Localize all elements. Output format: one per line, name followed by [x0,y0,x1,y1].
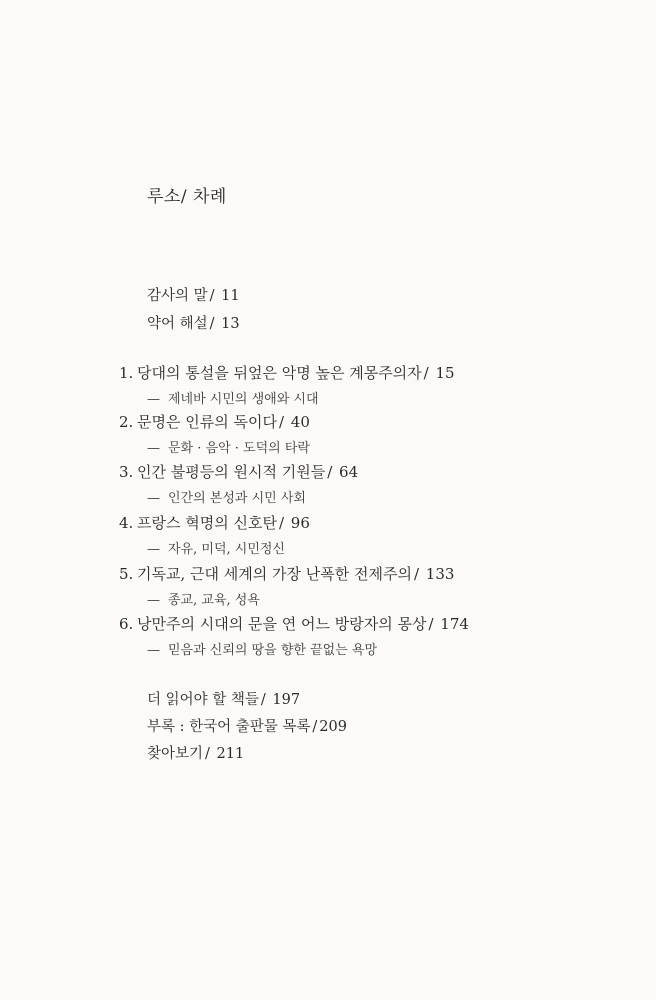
page-number: 96 [290,514,310,532]
toc-title: 루소/ 차례 [147,187,227,207]
chapter-title: 기독교, 근대 세계의 가장 난폭한 전제주의 [137,565,412,583]
toc-chapter-subtitle [147,592,260,610]
entry-title: 더 읽어야 할 책들 [147,692,259,708]
separator: / [205,746,210,762]
chapter-number: 1. [119,364,134,382]
toc-chapter-subtitle [147,440,310,458]
toc-chapter-subtitle [147,490,306,508]
entry-title: 찾아보기 [147,746,204,762]
toc-chapter [119,463,358,481]
page-number: 64 [339,463,359,481]
page-number: 15 [435,364,455,382]
entry-title: 약어 해설 [147,316,208,332]
page-number: 40 [290,413,310,431]
separator: / [413,565,420,583]
toc-chapter [119,514,310,532]
toc-chapter [119,565,454,583]
toc-chapter [119,413,310,431]
subtitle-text: 제네바 시민의 생애와 시대 [168,392,319,407]
em-dash: — [147,491,160,506]
em-dash: — [147,643,160,658]
entry-title: 부록 : 한국어 출판물 목록 [147,719,311,735]
chapter-title: 문명은 인류의 독이다 [137,413,277,431]
page-number: 197 [272,692,301,708]
page-number: 211 [216,746,245,762]
separator: / [209,316,215,332]
chapter-title: 프랑스 혁명의 신호탄 [137,514,277,532]
separator: / [278,514,285,532]
subtitle-text: 자유, 미덕, 시민정신 [168,542,285,557]
chapter-title: 낭만주의 시대의 문을 연 어느 방랑자의 몽상 [137,615,427,633]
toc-front-entry [147,287,240,305]
toc-chapter [119,615,469,633]
separator: / [260,692,266,708]
em-dash: — [147,441,160,456]
toc-chapter [119,364,455,382]
page-number: 133 [425,565,455,583]
page-number: 209 [319,719,347,735]
toc-back-entry [147,718,347,736]
chapter-number: 5. [119,565,134,583]
separator: / [209,288,215,304]
subtitle-text: 믿음과 신뢰의 땅을 향한 끝없는 욕망 [168,643,378,658]
subtitle-text: 문화 · 음악 · 도덕의 타락 [168,441,310,456]
toc-chapter-subtitle [147,541,285,559]
chapter-number: 2. [119,413,134,431]
separator: / [428,615,434,633]
subtitle-text: 종교, 교육, 성욕 [168,593,260,608]
separator: / [423,364,429,382]
page-number: 13 [221,316,240,332]
toc-chapter-subtitle [147,642,377,660]
chapter-title: 인간 불평등의 원시적 기원들 [137,463,326,481]
toc-back-entry [147,745,244,763]
toc-back-entry [147,691,300,709]
separator: / [312,719,318,735]
separator: / [327,463,333,481]
subtitle-text: 인간의 본성과 시민 사회 [168,491,306,506]
page-number: 174 [440,615,469,633]
em-dash: — [147,542,160,557]
toc-front-entry [147,315,240,333]
em-dash: — [147,392,160,407]
entry-title: 감사의 말 [147,288,208,304]
em-dash: — [147,593,160,608]
toc-chapter-subtitle [147,391,319,409]
chapter-title: 당대의 통설을 뒤엎은 악명 높은 계몽주의자 [137,364,422,382]
chapter-number: 3. [119,463,134,481]
chapter-number: 6. [119,615,134,633]
page-number: 11 [221,288,240,304]
chapter-number: 4. [119,514,134,532]
separator: / [278,413,285,431]
